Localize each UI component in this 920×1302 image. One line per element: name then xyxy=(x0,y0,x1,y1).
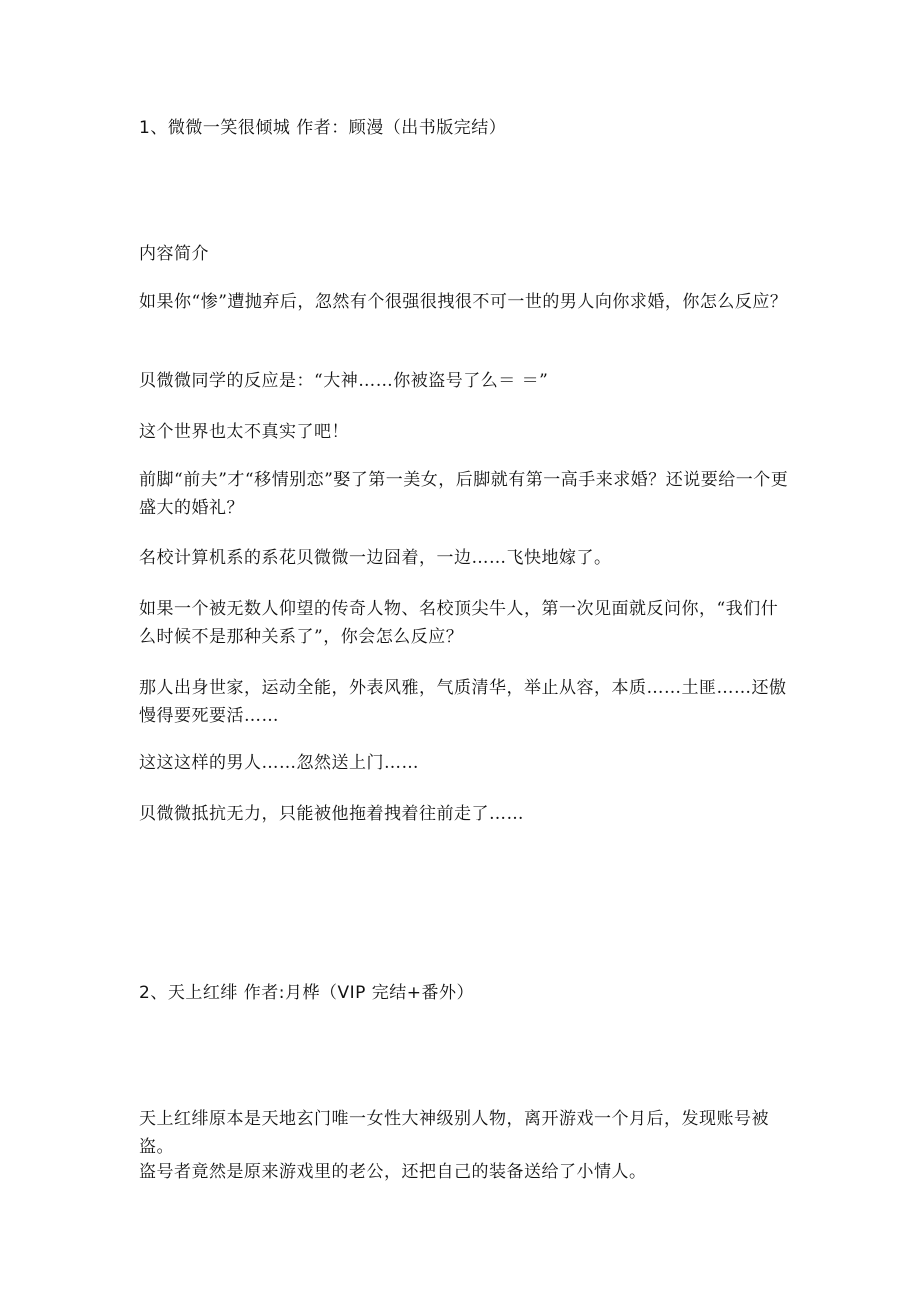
book1-paragraph-1: 如果你“惨”遭抛弃后，忽然有个很强很拽很不可一世的男人向你求婚，你怎么反应？ xyxy=(139,292,788,312)
book1-paragraph-9: 贝微微抵抗无力，只能被他拖着拽着往前走了…… xyxy=(139,804,524,824)
book1-paragraph-7: 那人出身世家，运动全能，外表风雅，气质清华，举止从容，本质……土匪……还傲慢得要死要活…… xyxy=(139,678,787,726)
book1-paragraph-3: 这个世界也太不真实了吧！ xyxy=(139,422,349,442)
book1-paragraph-2: 贝微微同学的反应是：“大神……你被盗号了么＝ ＝” xyxy=(139,371,549,391)
book1-intro-heading: 内容简介 xyxy=(139,244,209,264)
book1-paragraph-4: 前脚“前夫”才“移情别恋”娶了第一美女，后脚就有第一高手来求婚？还说要给一个更盛大的婚礼？ xyxy=(139,470,789,518)
book2-paragraph-2: 盗号者竟然是原来游戏里的老公，还把自己的装备送给了小情人。 xyxy=(139,1162,647,1182)
book2-paragraph-1: 天上红绯原本是天地玄门唯一女性大神级别人物，离开游戏一个月后，发现账号被盗。 xyxy=(139,1109,769,1157)
book1-paragraph-6: 如果一个被无数人仰望的传奇人物、名校顶尖牛人，第一次见面就反问你，“我们什么时候不是那种关系了”，你会怎么反应？ xyxy=(139,599,779,647)
book1-paragraph-5: 名校计算机系的系花贝微微一边囧着，一边……飞快地嫁了。 xyxy=(139,548,612,568)
book1-paragraph-8: 这这这样的男人……忽然送上门…… xyxy=(139,753,419,773)
book1-title: 1、微微一笑很倾城 作者：顾漫（出书版完结） xyxy=(139,118,507,138)
book2-title: 2、天上红绯 作者:月桦（VIP 完结+番外） xyxy=(139,983,474,1003)
